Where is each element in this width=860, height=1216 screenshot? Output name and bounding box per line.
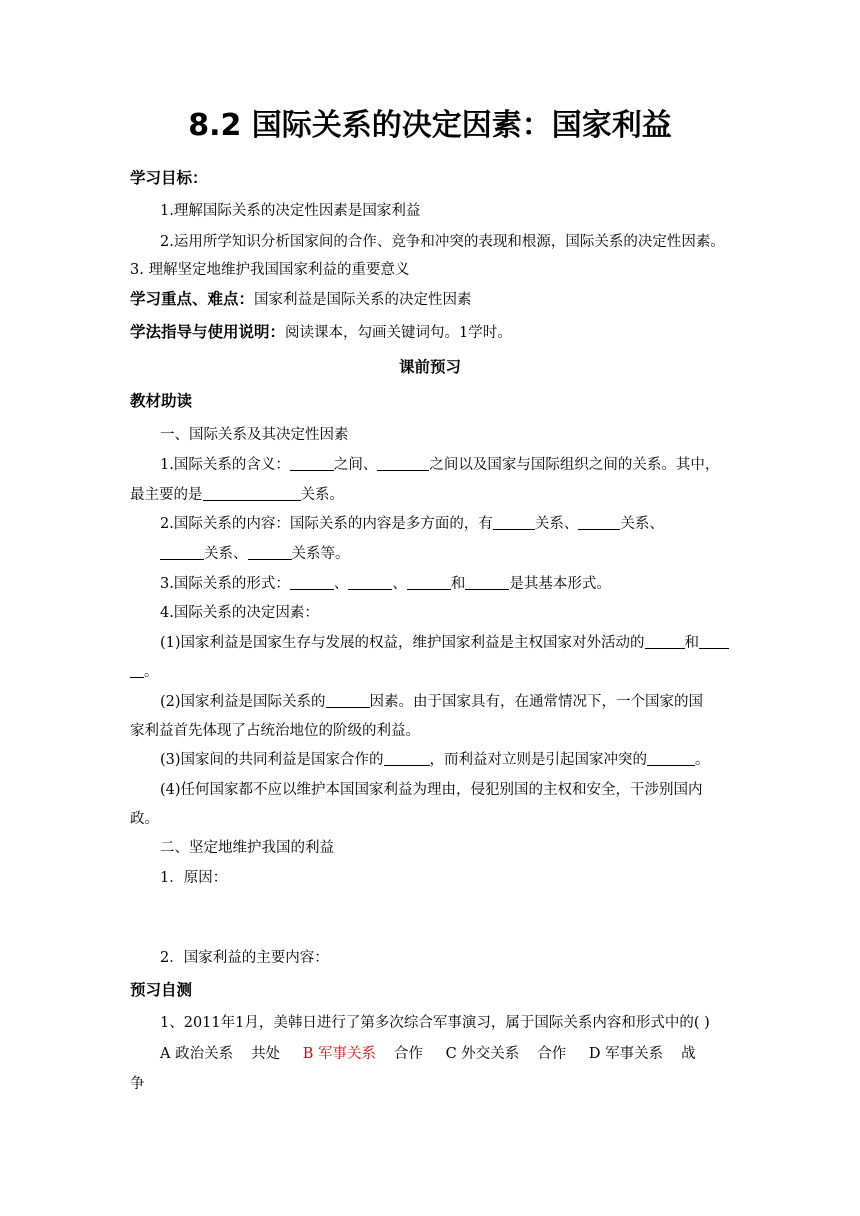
q2-text-b: 关系、 (534, 516, 579, 532)
p2-text-a: (2)国家利益是国际关系的 (160, 694, 326, 710)
blank (465, 575, 509, 590)
objective-1: 1.理解国际关系的决定性因素是国家利益 (160, 203, 421, 219)
guide-label: 学法指导与使用说明： (130, 323, 286, 341)
p1-text-a: (1)国家利益是国家生存与发展的权益，维护国家利益是主权国家对外活动的 (160, 635, 645, 651)
p1-text-c: 。 (144, 664, 159, 680)
q2-text-a: 2.国际关系的内容：国际关系的内容是多方面的，有 (160, 516, 493, 532)
q1-text-d: 最主要的是 (130, 487, 203, 503)
option-letter: A (160, 1046, 171, 1062)
objective-2: 2.运用所学知识分析国家间的合作、竞争和冲突的表现和根源，国际关系的决定性因素。 (160, 234, 725, 250)
option-letter: C (445, 1046, 457, 1062)
preview-heading: 课前预习 (398, 358, 461, 376)
q3-text-b: 、 (333, 576, 349, 592)
p4-line: (4)任何国家都不应以维护本国国家利益为理由，侵犯别国的主权和安全，干涉别国内 (160, 782, 703, 798)
option-text: 共处 (251, 1046, 281, 1062)
blank (348, 575, 392, 590)
keypoints-line (130, 289, 472, 310)
option-a[interactable] (160, 1046, 280, 1062)
q3-text-e: 是其基本形式。 (509, 576, 611, 592)
q2-line-2 (160, 544, 350, 564)
guide-line (130, 322, 512, 343)
p1-line-2 (130, 662, 159, 682)
option-text: 军事关系 (317, 1046, 376, 1062)
keypoints-label: 学习重点、难点： (130, 290, 255, 308)
p2-text-b: 因素。由于国家具有，在通常情况下，一个国家的国 (369, 694, 704, 710)
option-d-wrap: 争 (130, 1076, 145, 1092)
q2-text-e: 关系等。 (291, 546, 350, 562)
option-letter: D (588, 1046, 601, 1062)
q2-text-d: 关系、 (204, 546, 248, 562)
q3-text-a: 3.国际关系的形式： (160, 576, 290, 592)
section1-title: 一、国际关系及其决定性因素 (160, 427, 349, 443)
selftest-heading: 预习自测 (130, 981, 193, 999)
blank (290, 575, 334, 590)
p1-line (160, 633, 729, 653)
q1-text-e: 关系。 (300, 487, 344, 503)
page-title: 8.2 国际关系的决定因素：国家利益 (188, 108, 672, 143)
q3-text-d: 和 (450, 576, 466, 592)
option-b-form: 合作 (393, 1046, 423, 1062)
blank (203, 486, 301, 501)
option-text: 战 (681, 1046, 696, 1062)
blank (699, 634, 729, 649)
section2-title: 二、坚定地维护我国的利益 (160, 840, 334, 856)
keypoints-text: 国家利益是国际关系的决定性因素 (254, 292, 472, 308)
blank (407, 575, 451, 590)
blank (290, 456, 334, 471)
q1-line (160, 455, 719, 475)
option-letter: B (302, 1046, 314, 1062)
p1-text-b: 和 (684, 635, 700, 651)
option-text: 合作 (537, 1046, 567, 1062)
option-d[interactable] (589, 1046, 696, 1062)
p3-text-c: 。 (695, 752, 710, 768)
q3-text-c: 、 (392, 576, 407, 592)
q1-text-c: 之间以及国家与国际组织之间的关系。其中， (429, 457, 720, 473)
blank (493, 515, 535, 530)
guide-text: 阅读课本，勾画关键词句。1学时。 (285, 325, 512, 341)
blank (130, 663, 144, 678)
option-text: 军事关系 (605, 1046, 664, 1062)
p3-text-a: (3)国家间的共同利益是国家合作的 (160, 752, 384, 768)
option-text: 外交关系 (461, 1046, 520, 1062)
section2-content: 2．国家利益的主要内容： (160, 950, 329, 966)
option-text: 政治关系 (175, 1046, 234, 1062)
p2-line (160, 692, 703, 712)
blank (326, 693, 370, 708)
section2-reason: 1．原因： (160, 870, 228, 886)
blank (248, 545, 292, 560)
selftest-options (160, 1044, 696, 1064)
option-b[interactable] (303, 1046, 376, 1062)
blank (160, 545, 204, 560)
blank (384, 751, 430, 766)
q2-line (160, 514, 664, 534)
option-c[interactable] (446, 1046, 567, 1062)
reading-heading: 教材助读 (130, 392, 193, 410)
q2-text-c: 关系、 (620, 516, 664, 532)
objectives-label: 学习目标： (130, 169, 208, 187)
blank (647, 751, 695, 766)
selftest-question: 1、2011年1月，美韩日进行了第多次综合军事演习，属于国际关系内容和形式中的( ) (160, 1015, 710, 1031)
objective-3: 3. 理解坚定地维护我国国家利益的重要意义 (130, 262, 410, 278)
blank (377, 456, 429, 471)
q1-line-2 (130, 485, 344, 505)
blank (645, 634, 685, 649)
p4-line-2: 政。 (130, 811, 159, 827)
p2-line-2: 家利益首先体现了占统治地位的阶级的利益。 (130, 723, 420, 739)
p3-text-b: ，而利益对立则是引起国家冲突的 (429, 752, 648, 768)
q1-text-b: 之间、 (333, 457, 378, 473)
q3-line (160, 574, 611, 594)
q4-line: 4.国际关系的决定因素： (160, 605, 319, 621)
q1-text-a: 1.国际关系的含义： (160, 457, 290, 473)
blank (578, 515, 620, 530)
p3-line (160, 750, 710, 770)
